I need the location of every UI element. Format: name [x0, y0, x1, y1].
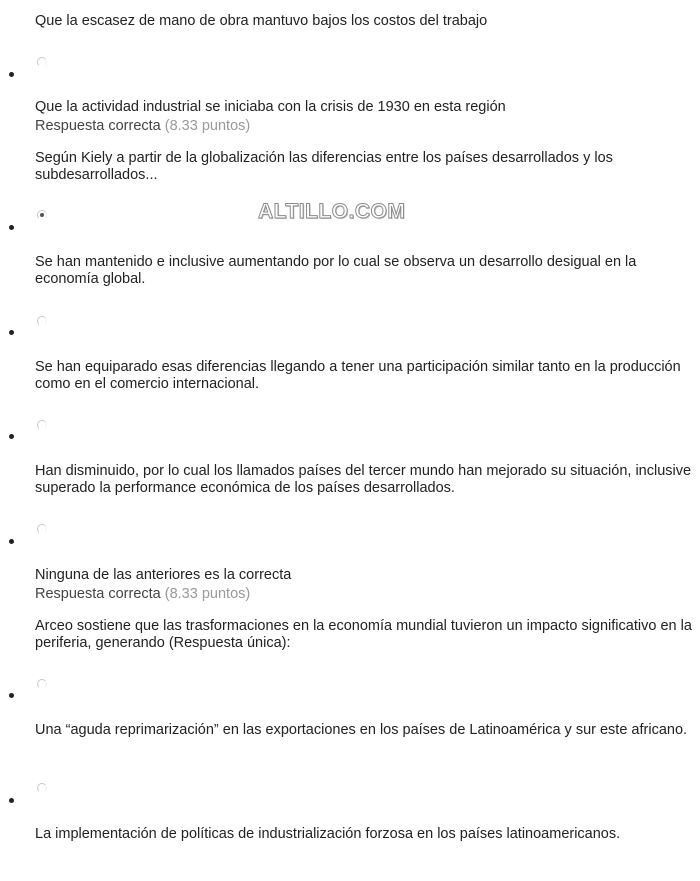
question-text-arceo: Arceo sostiene que las trasformaciones en la economía mundial tuvieron un impacto significativo en la periferia, generando (Respuesta única): — [35, 618, 692, 651]
radio-option-1[interactable] — [37, 57, 47, 67]
answer-text-8: La implementación de políticas de industrialización forzosa en los países latinoamericanos. — [35, 826, 621, 842]
list-bullet — [9, 693, 14, 698]
answer-text-4: Se han equiparado esas diferencias llegando a tener una participación similar tanto en la producción como en el comercio internacional. — [35, 359, 681, 392]
feedback-points: (8.33 puntos) — [164, 586, 251, 602]
answer-text-1: Que la escasez de mano de obra mantuvo bajos los costos del trabajo — [35, 13, 488, 29]
radio-option-7[interactable] — [37, 783, 47, 793]
list-bullet — [9, 225, 14, 230]
watermark-logo: ALTILLO.COM — [258, 200, 406, 223]
radio-option-6[interactable] — [37, 679, 47, 689]
list-bullet — [9, 72, 14, 77]
radio-option-2-selected[interactable] — [37, 210, 47, 220]
answer-text-3: Se han mantenido e inclusive aumentando por lo cual se observa un desarrollo desigual en la economía global. — [35, 254, 637, 287]
radio-option-4[interactable] — [37, 420, 47, 430]
feedback-correct-1 — [35, 118, 250, 135]
feedback-label: Respuesta correcta — [35, 586, 161, 602]
list-bullet — [9, 330, 14, 335]
answer-text-6: Ninguna de las anteriores es la correcta — [35, 567, 292, 583]
feedback-label: Respuesta correcta — [35, 118, 161, 134]
feedback-correct-2 — [35, 586, 250, 603]
list-bullet — [9, 434, 14, 439]
list-bullet — [9, 539, 14, 544]
question-text-kiely: Según Kiely a partir de la globalización las diferencias entre los países desarrollados y los subdesarrollados... — [35, 150, 613, 183]
list-bullet — [9, 798, 14, 803]
radio-option-3[interactable] — [37, 316, 47, 326]
answer-text-5: Han disminuido, por lo cual los llamados países del tercer mundo han mejorado su situación, inclusive superado la performance económica de los países desarrollados. — [35, 463, 692, 496]
feedback-points: (8.33 puntos) — [164, 118, 251, 134]
radio-option-5[interactable] — [37, 524, 47, 534]
answer-text-7: Una “aguda reprimarización” en las exportaciones en los países de Latinoamérica y sur este africano. — [35, 722, 688, 738]
answer-text-2: Que la actividad industrial se iniciaba con la crisis de 1930 en esta región — [35, 99, 506, 115]
